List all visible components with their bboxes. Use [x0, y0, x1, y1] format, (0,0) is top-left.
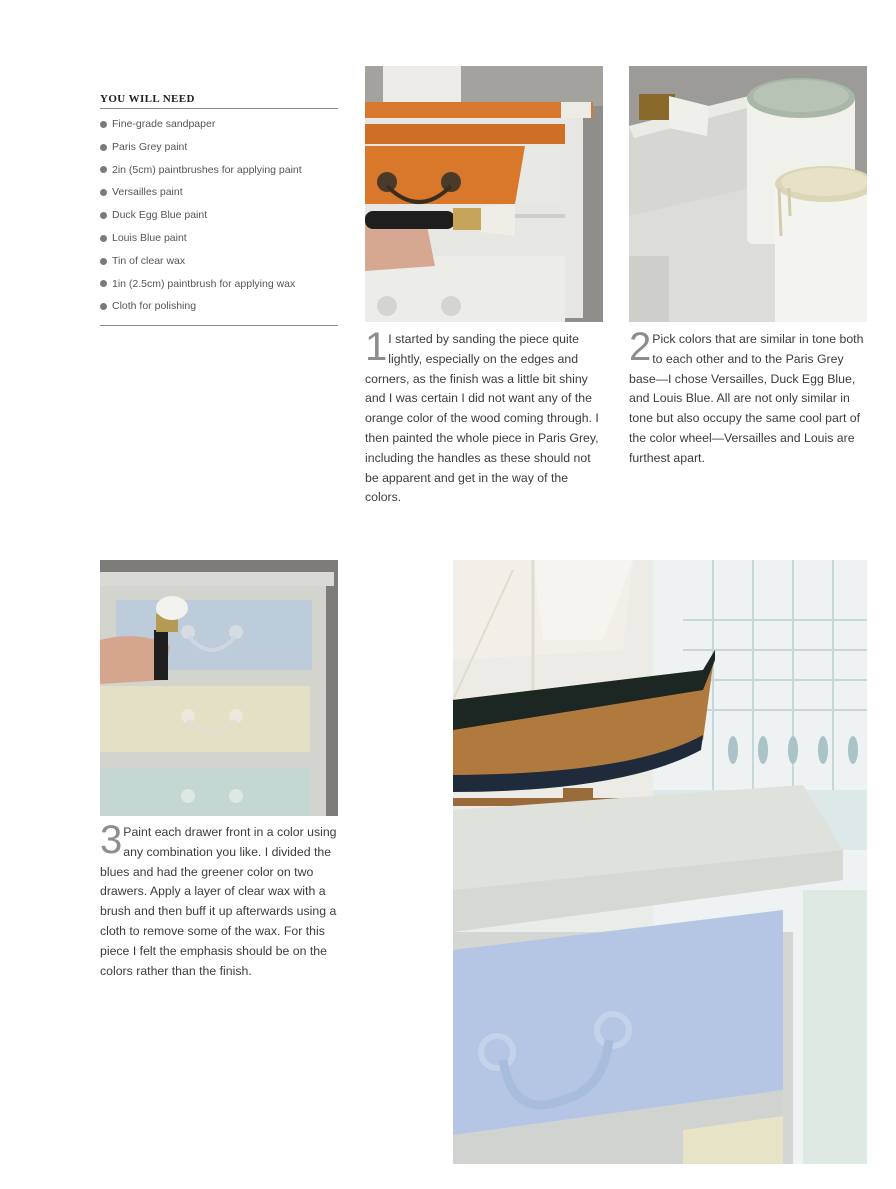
step-text: Pick colors that are similar in tone both to each other and to the Paris Grey base—I chose Versailles, Duck Egg Blue, and Louis Blue. All are not only similar in tone but also occupy the same cool part of the color wheel—Versailles and Louis are furthest apart.: [629, 332, 864, 465]
step-text: I started by sanding the piece quite lightly, especially on the edges and corners, as the finish was a little bit shiny and I was certain I did not want any of the orange color of the wood coming through. I then painted the whole piece in Paris Grey, including the handles as these should not be apparent and get in the way of the colors.: [365, 332, 599, 505]
photo-step-1: [365, 66, 603, 322]
list-item: Fine-grade sandpaper: [100, 113, 338, 136]
bullet-icon: [100, 189, 107, 196]
photo-step-3: [100, 560, 338, 816]
step-1: [365, 325, 605, 508]
bullet-icon: [100, 166, 107, 173]
list-item: 2in (5cm) paintbrushes for applying paint: [100, 159, 338, 182]
bullet-icon: [100, 212, 107, 219]
list-item: Tin of clear wax: [100, 250, 338, 273]
list-item: Paris Grey paint: [100, 136, 338, 159]
supplies-list: [100, 93, 338, 326]
step-number: 3: [100, 818, 123, 862]
step-number: 1: [365, 325, 388, 369]
step-number: 2: [629, 325, 652, 369]
supplies-heading: YOU WILL NEED: [100, 93, 338, 109]
step-text: Paint each drawer front in a color using any combination you like. I divided the blues and had the greener color on two drawers. Apply a layer of clear wax with a brush and then buff it up afterwards using a cloth to remove some of the wax. For this piece I felt the emphasis should be on the colors rather than the finish.: [100, 825, 337, 978]
bullet-icon: [100, 280, 107, 287]
list-item: 1in (2.5cm) paintbrush for applying wax: [100, 273, 338, 296]
bullet-icon: [100, 121, 107, 128]
photo-step-2: [629, 66, 867, 322]
list-item: Louis Blue paint: [100, 227, 338, 250]
bullet-icon: [100, 303, 107, 310]
bullet-icon: [100, 235, 107, 242]
list-item: Duck Egg Blue paint: [100, 204, 338, 227]
step-3: [100, 818, 340, 981]
photo-finished-chest: [453, 560, 867, 1164]
step-2: [629, 325, 871, 469]
list-item: Versailles paint: [100, 181, 338, 204]
bullet-icon: [100, 258, 107, 265]
bullet-icon: [100, 144, 107, 151]
list-item: Cloth for polishing: [100, 295, 338, 318]
